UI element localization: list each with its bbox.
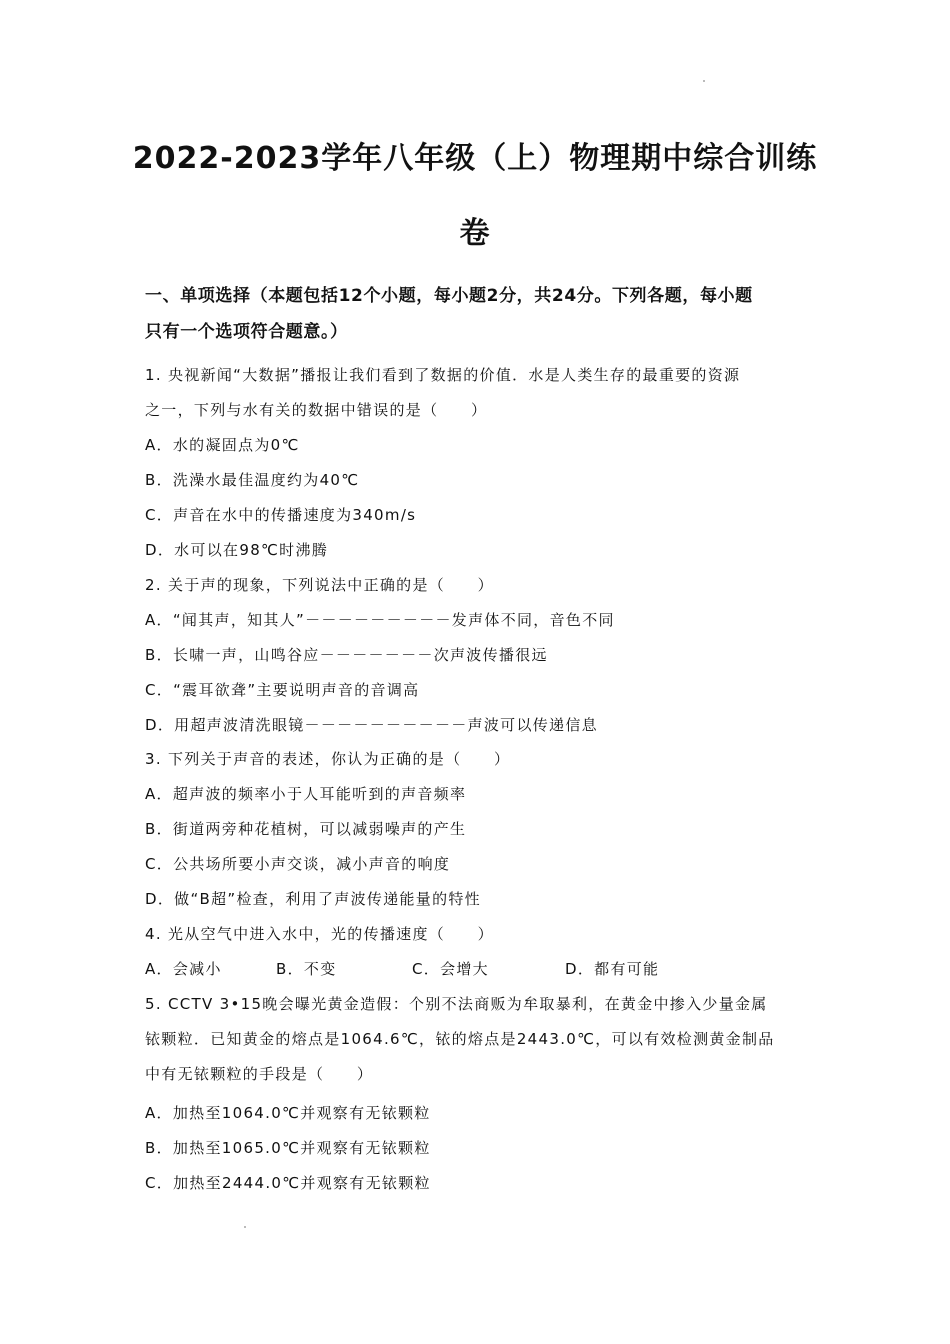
question-2-option-c: C．“震耳欲聋”主要说明声音的音调高 bbox=[145, 681, 420, 699]
question-4-option-b: B．不变 bbox=[276, 960, 337, 978]
question-3-option-c: C．公共场所要小声交谈，减小声音的响度 bbox=[145, 855, 451, 873]
question-5-stem-line-3: 中有无铱颗粒的手段是（ ） bbox=[145, 1065, 374, 1083]
question-1-stem-line-2: 之一，下列与水有关的数据中错误的是（ ） bbox=[145, 401, 488, 419]
section-heading-line-2: 只有一个选项符合题意。） bbox=[145, 322, 348, 342]
question-1-option-a: A．水的凝固点为0℃ bbox=[145, 436, 300, 454]
question-1-option-d: D．水可以在98℃时沸腾 bbox=[145, 541, 329, 559]
section-heading-line-1: 一、单项选择（本题包括12个小题，每小题2分，共24分。下列各题，每小题 bbox=[145, 286, 753, 306]
question-1-stem-line-1: 1. 央视新闻“大数据”播报让我们看到了数据的价值．水是人类生存的最重要的资源 bbox=[145, 366, 741, 384]
page-title-line-1: 2022-2023学年八年级（上）物理期中综合训练 bbox=[132, 141, 818, 176]
question-2-option-d: D．用超声波清洗眼镜－－－－－－－－－－声波可以传递信息 bbox=[145, 716, 598, 734]
scan-speck bbox=[703, 80, 705, 82]
question-4-option-d: D．都有可能 bbox=[565, 960, 660, 978]
question-5-stem-line-1: 5. CCTV 3•15晚会曝光黄金造假：个别不法商贩为牟取暴利，在黄金中掺入少量金属 bbox=[145, 995, 768, 1013]
question-3-option-d: D．做“B超”检查，利用了声波传递能量的特性 bbox=[145, 890, 481, 908]
page-title-line-2: 卷 bbox=[459, 216, 491, 251]
question-5-stem-line-2: 铱颗粒．已知黄金的熔点是1064.6℃，铱的熔点是2443.0℃，可以有效检测黄金制品 bbox=[145, 1030, 775, 1048]
question-3-option-a: A．超声波的频率小于人耳能听到的声音频率 bbox=[145, 785, 467, 803]
question-1-option-c: C．声音在水中的传播速度为340m/s bbox=[145, 506, 417, 524]
question-3-stem: 3. 下列关于声音的表述，你认为正确的是（ ） bbox=[145, 750, 511, 768]
question-5-option-c: C．加热至2444.0℃并观察有无铱颗粒 bbox=[145, 1174, 431, 1192]
question-4-option-a: A．会减小 bbox=[145, 960, 222, 978]
question-5-option-b: B．加热至1065.0℃并观察有无铱颗粒 bbox=[145, 1139, 431, 1157]
question-1-option-b: B．洗澡水最佳温度约为40℃ bbox=[145, 471, 360, 489]
question-3-option-b: B．街道两旁种花植树，可以减弱噪声的产生 bbox=[145, 820, 467, 838]
question-4-option-c: C．会增大 bbox=[412, 960, 489, 978]
scan-speck bbox=[244, 1226, 246, 1228]
question-5-option-a: A．加热至1064.0℃并观察有无铱颗粒 bbox=[145, 1104, 431, 1122]
question-4-stem: 4. 光从空气中进入水中，光的传播速度（ ） bbox=[145, 925, 494, 943]
question-2-option-b: B．长啸一声，山鸣谷应－－－－－－－次声波传播很远 bbox=[145, 646, 548, 664]
question-2-stem: 2. 关于声的现象，下列说法中正确的是（ ） bbox=[145, 576, 494, 594]
question-2-option-a: A．“闻其声，知其人”－－－－－－－－－发声体不同，音色不同 bbox=[145, 611, 615, 629]
